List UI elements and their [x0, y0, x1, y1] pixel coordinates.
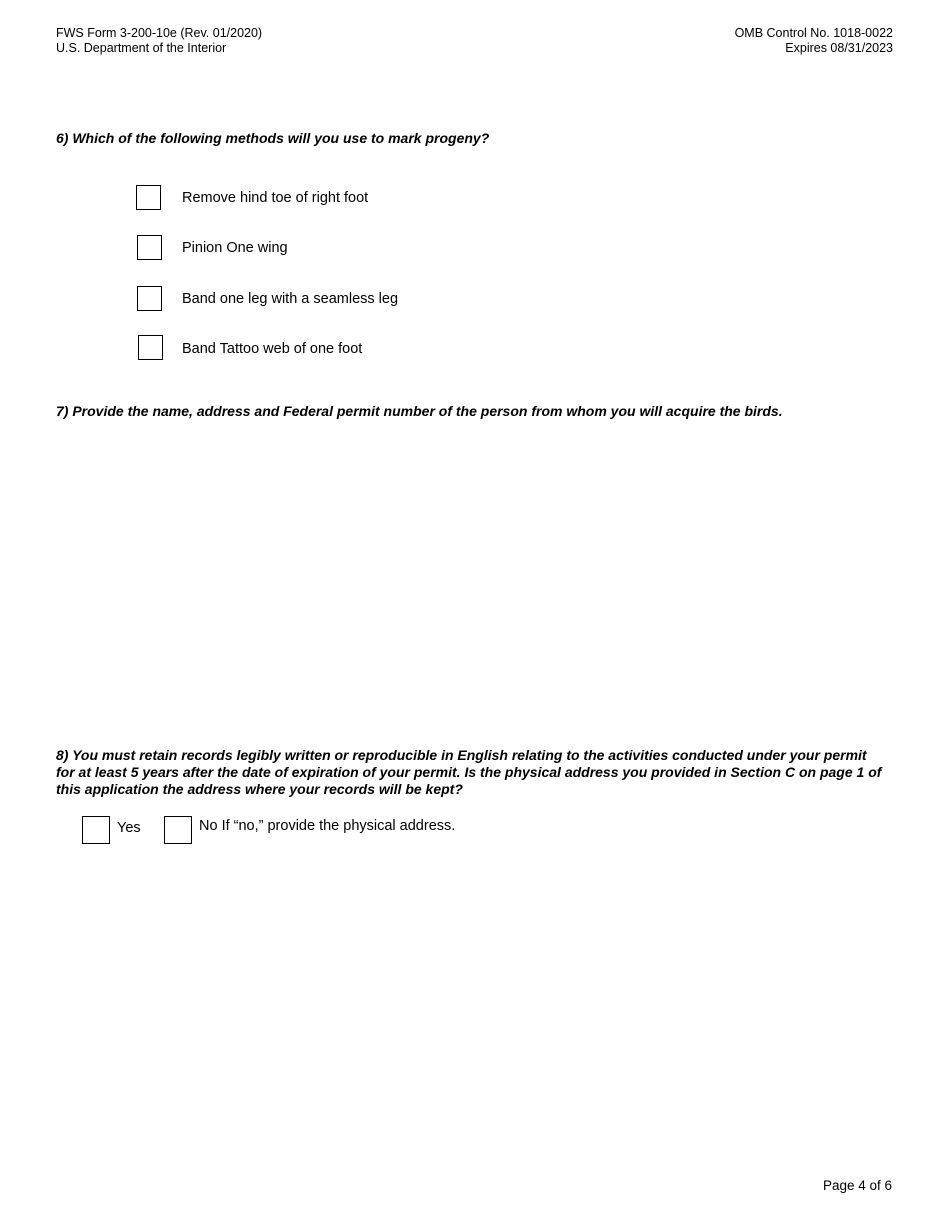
option-label-band-one-leg: Band one leg with a seamless leg — [182, 291, 399, 307]
checkbox-remove-hind-toe[interactable] — [136, 185, 161, 210]
checkbox-band-tattoo-web[interactable] — [138, 335, 163, 360]
option-label-pinion-one-wing: Pinion One wing — [182, 240, 288, 256]
form-header-right — [735, 26, 893, 56]
no-label: No If “no,” provide the physical address. — [199, 818, 456, 834]
checkbox-pinion-one-wing[interactable] — [137, 235, 162, 260]
option-label-band-tattoo-web: Band Tattoo web of one foot — [182, 341, 363, 357]
form-number: FWS Form 3-200-10e (Rev. 01/2020) — [56, 26, 263, 40]
checkbox-yes[interactable] — [82, 816, 110, 844]
yes-label: Yes — [117, 820, 141, 836]
omb-control-number: OMB Control No. 1018-0022 — [734, 26, 893, 40]
question-7-text: 7) Provide the name, address and Federal permit number of the person from whom you will acquire the birds. — [56, 403, 783, 419]
question-6-text: 6) Which of the following methods will you use to mark progeny? — [56, 130, 490, 146]
expiration-date: Expires 08/31/2023 — [785, 41, 893, 55]
option-label-remove-hind-toe: Remove hind toe of right foot — [182, 190, 369, 206]
form-header-left — [56, 26, 262, 56]
page-number: Page 4 of 6 — [822, 1178, 892, 1193]
checkbox-no[interactable] — [164, 816, 192, 844]
department-name: U.S. Department of the Interior — [56, 41, 227, 55]
checkbox-band-one-leg[interactable] — [137, 286, 162, 311]
question-8-text: 8) You must retain records legibly written or reproducible in English relating to the activities conducted under your permit for at least 5 years after the date of expiration of your permit. Is the physical address you provided in Section C on page 1 of this application the address where your records will be kept? — [56, 747, 882, 797]
